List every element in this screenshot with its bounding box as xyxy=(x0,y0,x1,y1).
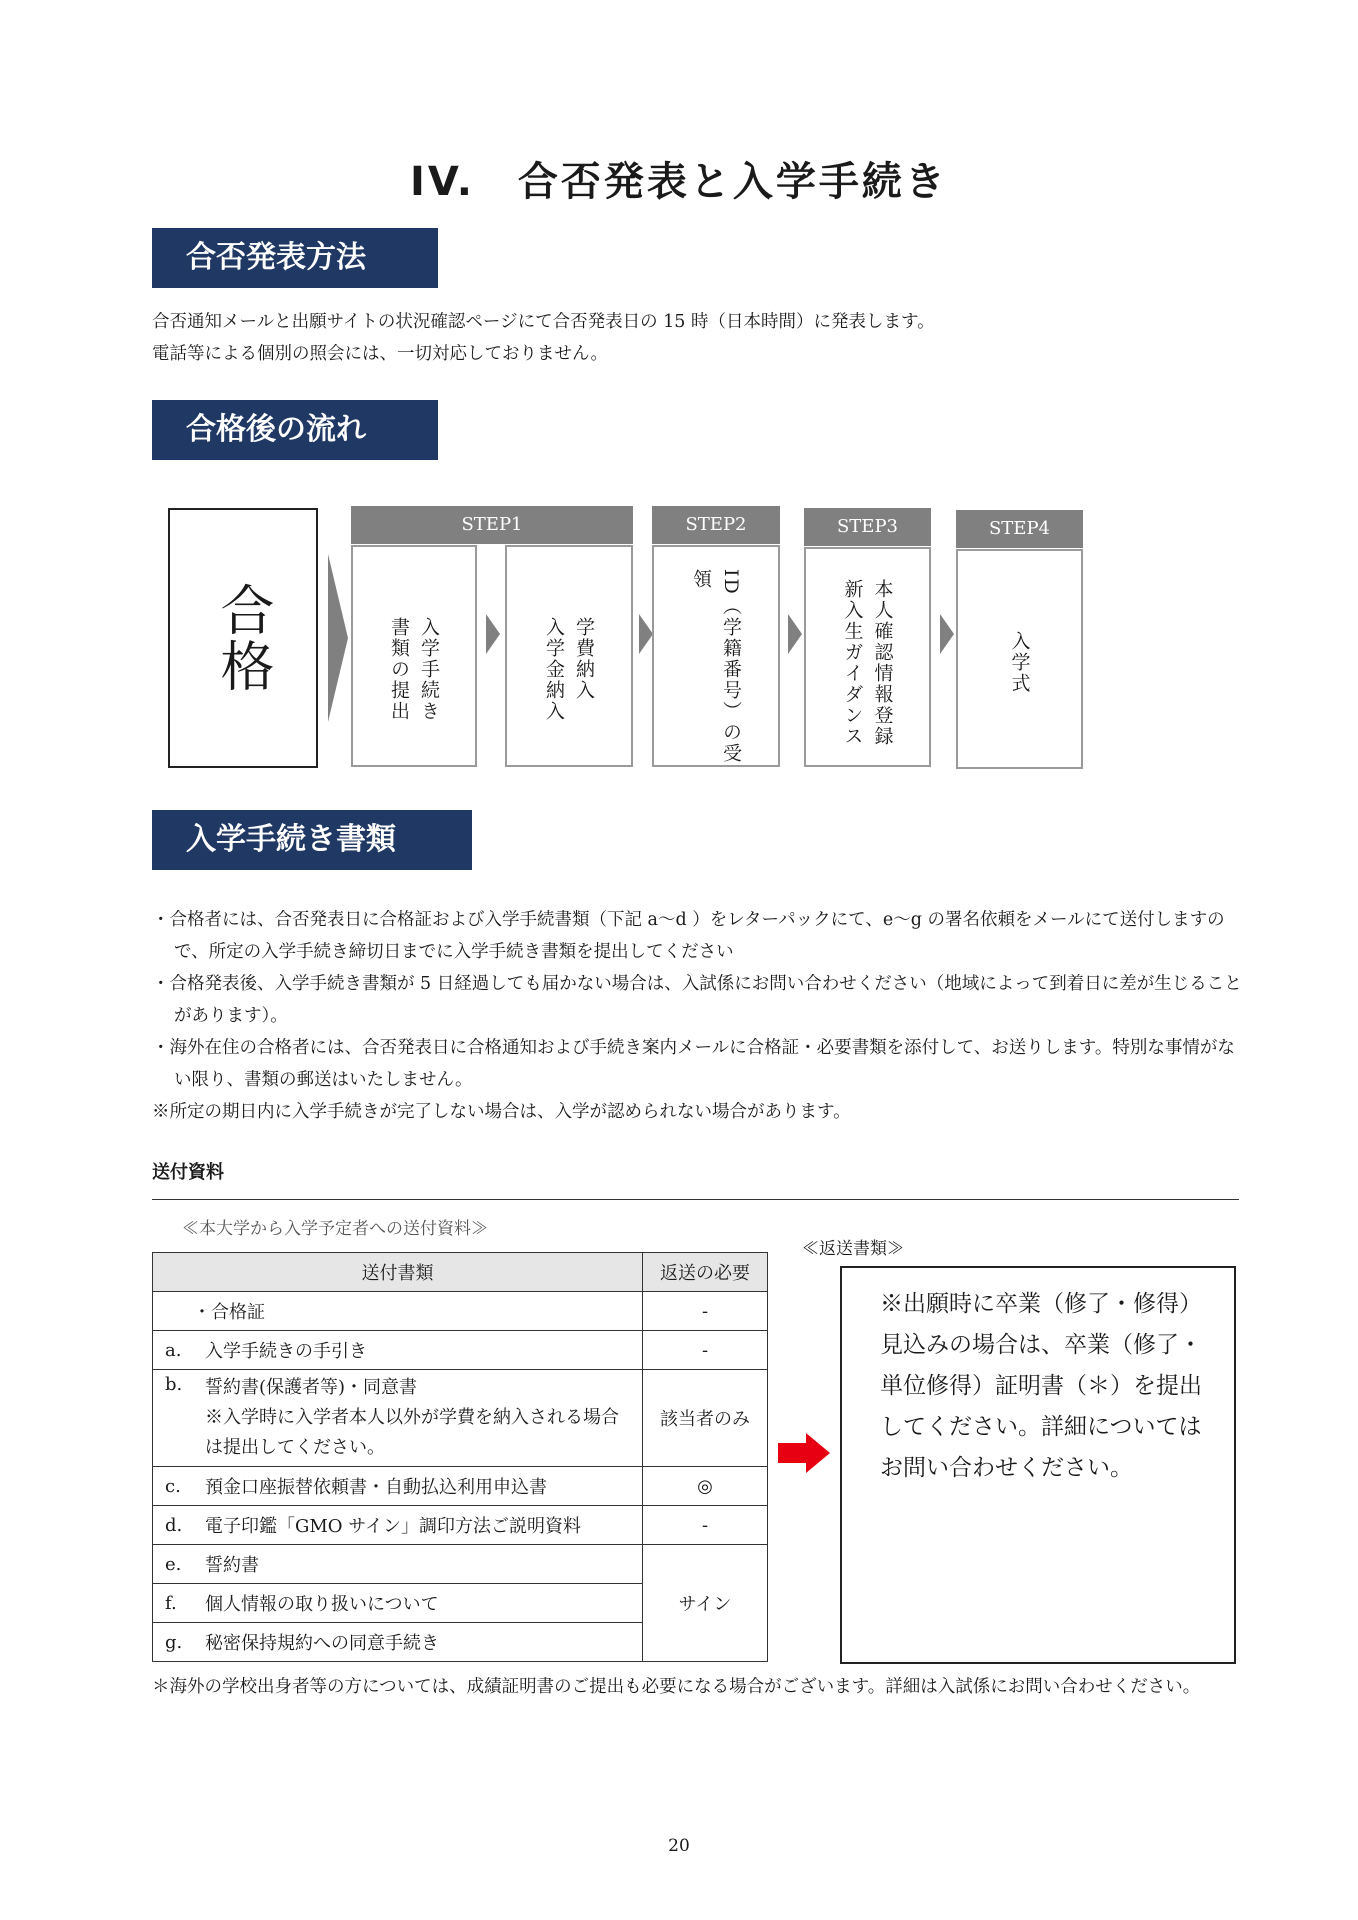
sent-documents-subheading: 送付資料 xyxy=(152,1162,224,1183)
sent-documents-table xyxy=(152,1252,768,1662)
return-caption: ≪返送書類≫ xyxy=(802,1239,904,1259)
step2-box xyxy=(652,545,780,767)
section-heading-flow: 合格後の流れ xyxy=(152,400,438,460)
documents-bullet: ・合格者には、合否発表日に合格証および入学手続書類（下記 a〜d ）をレターパックにて、e〜g の署名依頼をメールにて送付しますので、所定の入学手続き締切日までに入学手続き書類を提出してください xyxy=(152,910,1225,962)
flow-start-label: 合格 xyxy=(212,582,275,694)
step4-header: STEP4 xyxy=(956,510,1083,548)
doc-need: - xyxy=(643,1506,768,1545)
step2-header: STEP2 xyxy=(652,506,780,544)
return-box-text: ※出願時に卒業（修了・修得）見込みの場合は、卒業（修了・単位修得）証明書（＊）を提出してください。詳細についてはお問い合わせください。 xyxy=(880,1291,1202,1481)
section-heading-documents: 入学手続き書類 xyxy=(152,810,472,870)
documents-bullet: ・合格発表後、入学手続き書類が 5 日経過しても届かない場合は、入試係にお問い合わせください（地域によって到着日に差が生じることがあります）。 xyxy=(152,974,1242,1026)
doc-need: - xyxy=(643,1331,768,1370)
step1-item-text: 入学手続き xyxy=(418,617,440,722)
doc-need: 該当者のみ xyxy=(643,1370,768,1467)
return-documents-box xyxy=(840,1266,1236,1664)
doc-letter: d. xyxy=(153,1506,206,1545)
doc-name: 誓約書 xyxy=(205,1545,643,1584)
table-row xyxy=(153,1545,768,1584)
table-row xyxy=(153,1370,768,1467)
doc-name: ・合格証 xyxy=(153,1292,643,1331)
doc-name: 入学手続きの手引き xyxy=(205,1331,643,1370)
doc-sub: ※入学時に入学者本人以外が学費を納入される場合は提出してください。 xyxy=(205,1407,619,1458)
table-row xyxy=(153,1331,768,1370)
table-row xyxy=(153,1292,768,1331)
doc-name: 誓約書(保護者等)・同意書 xyxy=(205,1377,418,1398)
doc-letter: c. xyxy=(153,1467,206,1506)
doc-name: 預金口座振替依頼書・自動払込利用申込書 xyxy=(205,1467,643,1506)
flow-arrow-icon xyxy=(788,614,802,654)
step2-item-text: ID（学籍番号）の受領 xyxy=(690,569,742,764)
flow-arrow-icon xyxy=(328,554,348,722)
table-row xyxy=(153,1506,768,1545)
doc-name: 電子印鑑「GMO サイン」調印方法ご説明資料 xyxy=(205,1506,643,1545)
table-header-row xyxy=(153,1253,768,1292)
table-row xyxy=(153,1467,768,1506)
doc-need: サイン xyxy=(643,1545,768,1662)
doc-letter: g. xyxy=(153,1623,206,1662)
sent-caption: ≪本大学から入学予定者への送付資料≫ xyxy=(182,1219,488,1239)
step1-box-documents xyxy=(351,545,477,767)
page-number: 20 xyxy=(668,1836,690,1856)
doc-letter: a. xyxy=(153,1331,206,1370)
step4-item-text: 入学式 xyxy=(1008,631,1031,694)
doc-name: 秘密保持規約への同意手続き xyxy=(205,1623,643,1662)
doc-name: 個人情報の取り扱いについて xyxy=(205,1584,643,1623)
step1-item-text: 入学金納入 xyxy=(543,617,565,722)
red-arrow-icon xyxy=(778,1433,830,1473)
doc-need: - xyxy=(643,1292,768,1331)
step1-item-text: 書類の提出 xyxy=(388,617,410,722)
doc-need: ◎ xyxy=(643,1467,768,1506)
section-heading-announcement: 合否発表方法 xyxy=(152,228,438,288)
table-header-need: 返送の必要 xyxy=(643,1253,768,1292)
doc-letter: f. xyxy=(153,1584,206,1623)
subheading-rule xyxy=(152,1199,1239,1200)
step1-item-text: 学費納入 xyxy=(573,617,595,701)
step3-item-text: 新入生ガイダンス xyxy=(841,579,864,747)
step3-box xyxy=(804,547,931,767)
announcement-text xyxy=(152,306,1242,370)
flow-start-box xyxy=(168,508,318,768)
documents-note: ※所定の期日内に入学手続きが完了しない場合は、入学が認められない場合があります。 xyxy=(152,1102,851,1122)
step4-box xyxy=(956,549,1083,769)
step3-header: STEP3 xyxy=(804,508,931,546)
documents-bullet: ・海外在住の合格者には、合否発表日に合格通知および手続き案内メールに合格証・必要書類を添付して、お送りします。特別な事情がない限り、書類の郵送はいたしません。 xyxy=(152,1038,1235,1090)
step1-header: STEP1 xyxy=(351,506,633,544)
doc-letter: b. xyxy=(153,1370,206,1467)
announcement-line: 電話等による個別の照会には、一切対応しておりません。 xyxy=(152,344,609,364)
page-title: IV. 合否発表と入学手続き xyxy=(410,159,948,205)
documents-bullets xyxy=(152,904,1242,1128)
table-header-document: 送付書類 xyxy=(153,1253,643,1292)
flow-arrow-icon xyxy=(940,614,954,654)
footnote: ＊海外の学校出身者等の方については、成績証明書のご提出も必要になる場合がございます。詳細は入試係にお問い合わせください。 xyxy=(152,1677,1201,1697)
flow-arrow-icon xyxy=(486,614,500,654)
flow-arrow-icon xyxy=(639,614,653,654)
step3-item-text: 本人確認情報登録 xyxy=(871,579,894,747)
announcement-line: 合否通知メールと出願サイトの状況確認ページにて合否発表日の 15 時（日本時間）に発表します。 xyxy=(152,312,935,332)
step1-box-fees xyxy=(505,545,633,767)
doc-letter: e. xyxy=(153,1545,206,1584)
